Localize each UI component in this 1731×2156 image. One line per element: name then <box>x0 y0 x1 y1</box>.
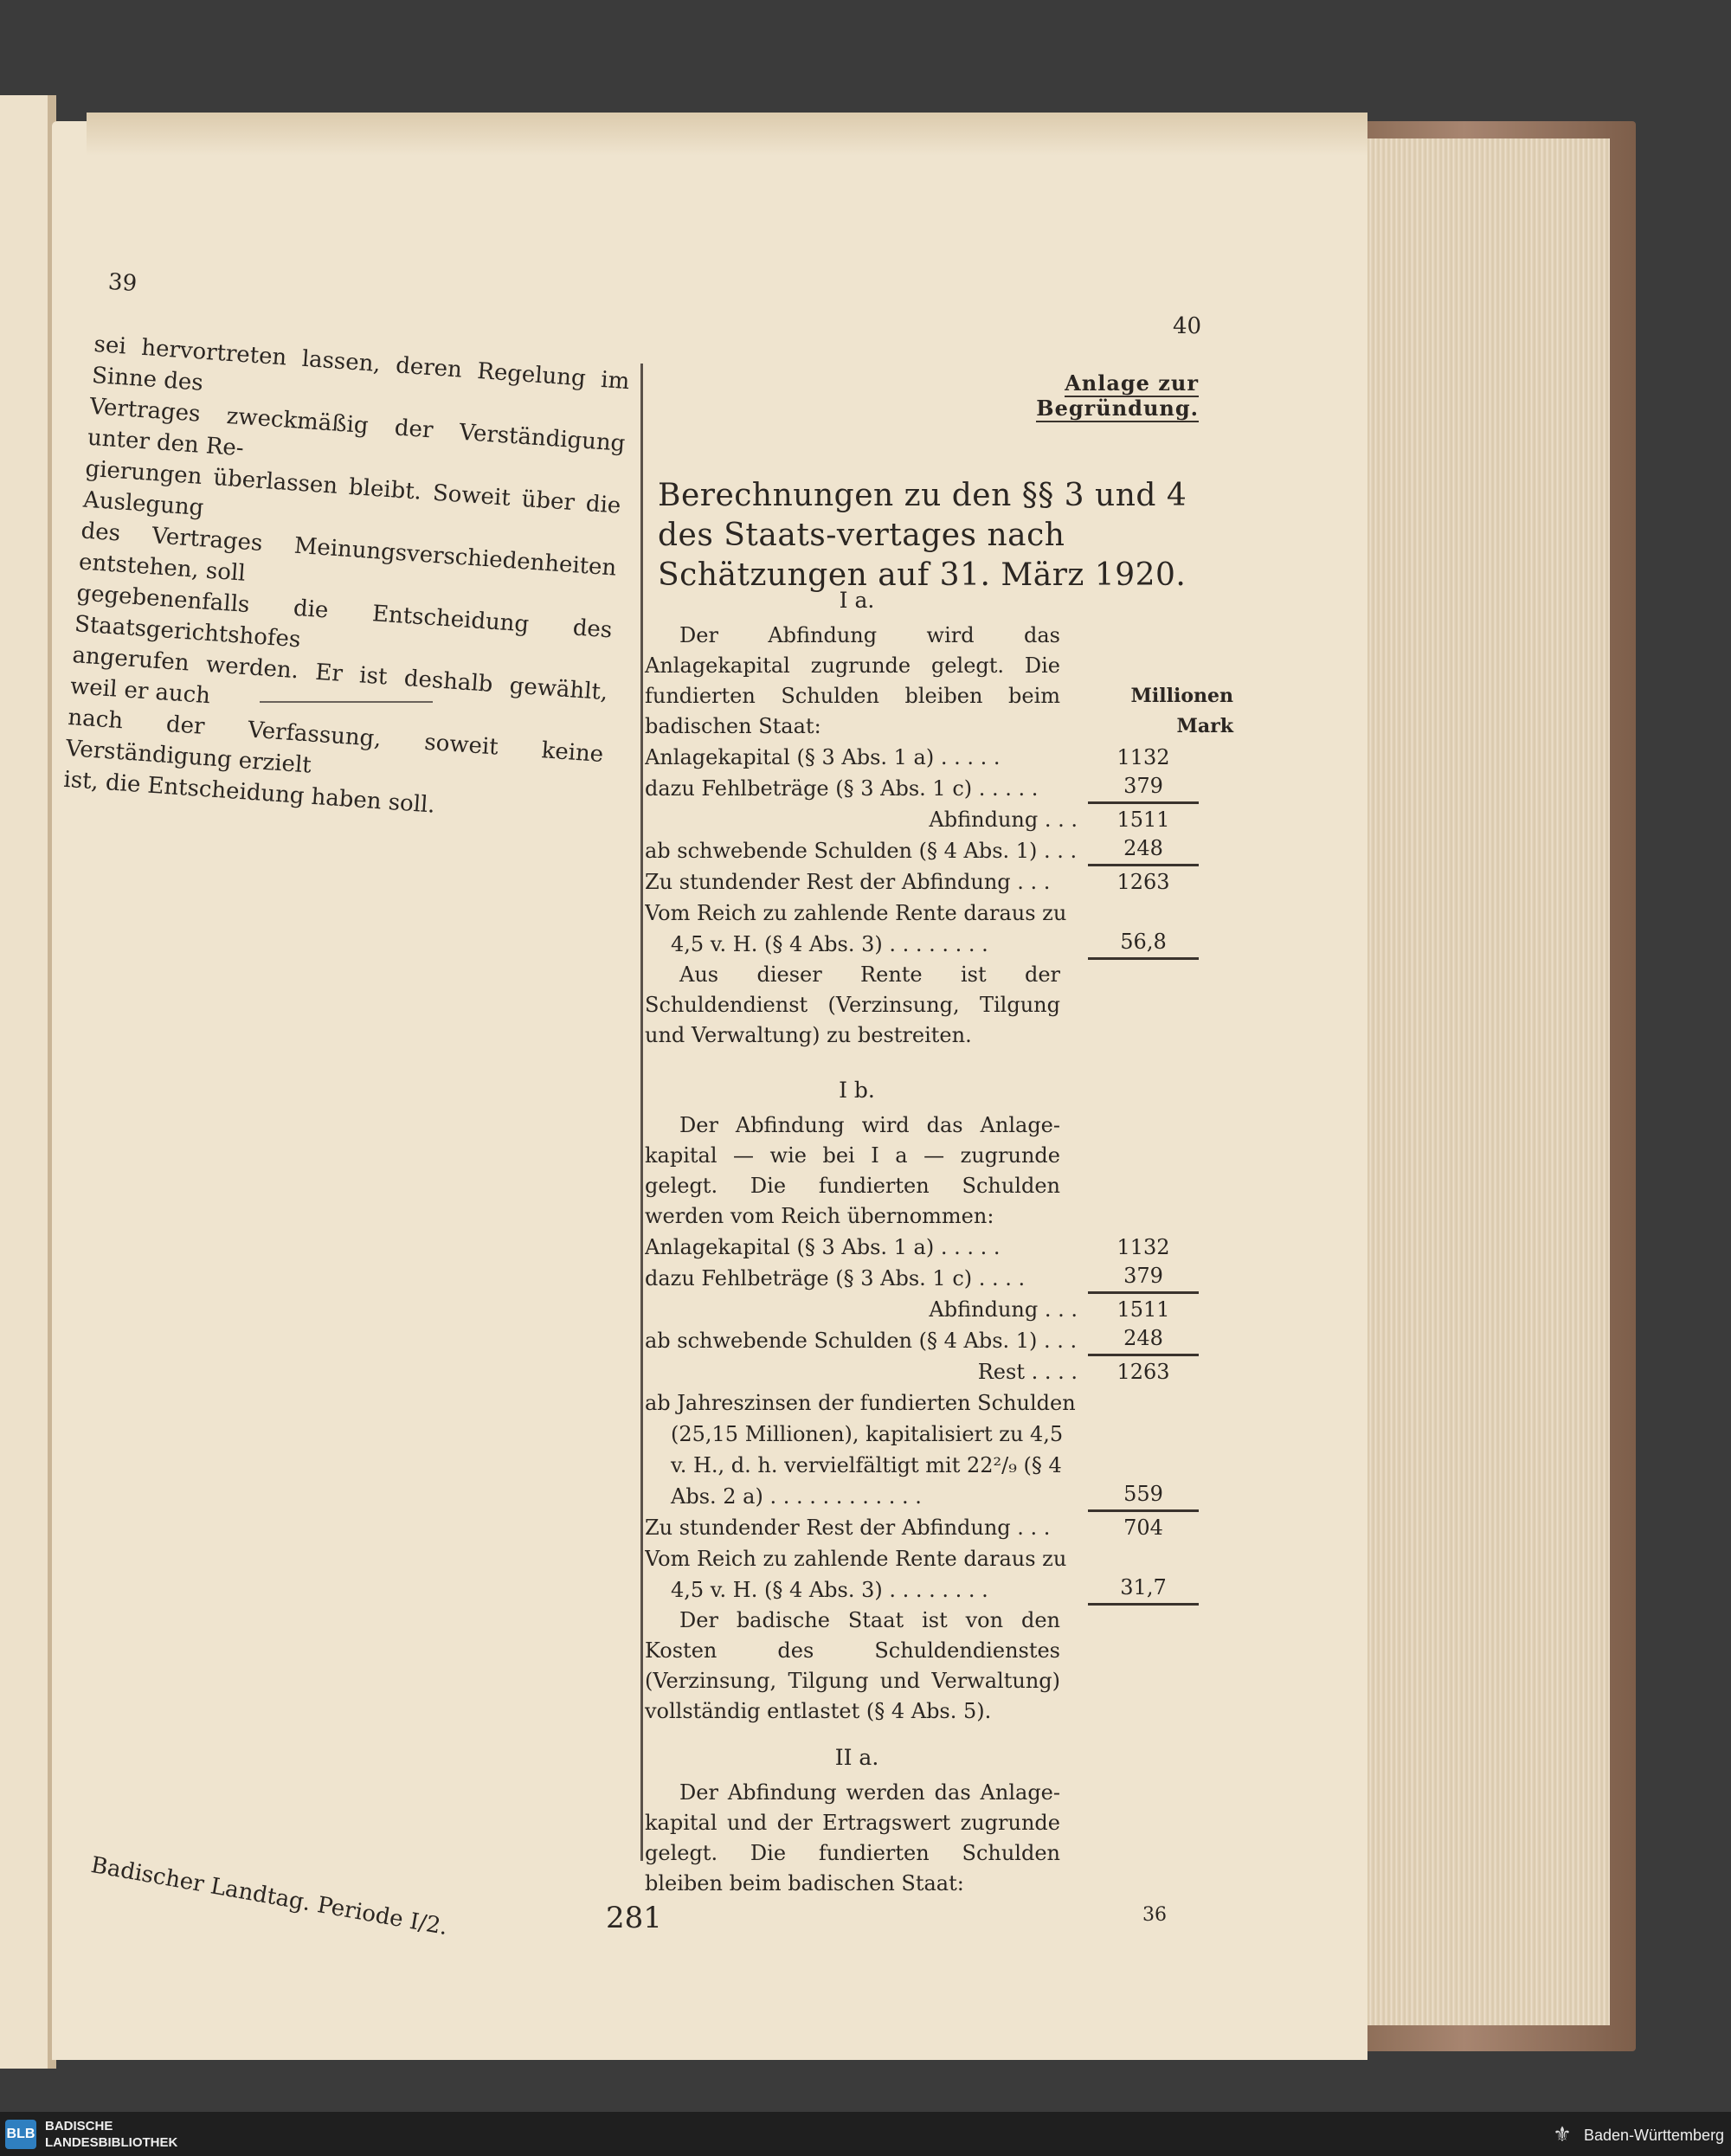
row-value: 1132 <box>1116 1235 1170 1259</box>
footer-left: Badischer Landtag. Periode I/2. <box>88 1852 450 1941</box>
row-value: 1132 <box>1116 745 1170 769</box>
row-label: Anlagekapital (§ 3 Abs. 1 a) . . . . . <box>645 745 1001 769</box>
running-header: Anlage zur Begründung. <box>1036 370 1199 421</box>
row-label: ab schwebende Schulden (§ 4 Abs. 1) . . . <box>645 839 1078 863</box>
row-value: 379 <box>1088 771 1199 804</box>
unit-label: Millionen Mark <box>1130 685 1233 737</box>
table-row <box>645 898 1199 929</box>
blb-line: LANDESBIBLIOTHEK <box>45 2135 178 2150</box>
table-row <box>645 1356 1199 1387</box>
row-label: dazu Fehlbeträge (§ 3 Abs. 1 c) . . . . . <box>645 776 1039 801</box>
left-line: Vertrages zweckmäßig der Verständigung unter den Re- <box>87 393 627 462</box>
section-heading: I b. <box>839 1078 875 1103</box>
section-intro: Der Abfindung wird das Anlagekapital zugrunde gelegt. Die fundierten Schulden bleiben beim badischen Staat: <box>645 623 1060 738</box>
table-row <box>645 1450 1199 1481</box>
table-row <box>645 1325 1199 1356</box>
row-label: Abfindung . . . <box>929 1297 1078 1322</box>
row-value: 56,8 <box>1088 927 1199 960</box>
row-value: 1263 <box>1116 1360 1170 1384</box>
footer-signature: 36 <box>1142 1904 1167 1926</box>
row-label: Vom Reich zu zahlende Rente daraus zu <box>645 1547 1067 1571</box>
section-heading: II a. <box>834 1745 879 1770</box>
section-intro: Der Abfindung wird das Anlage-kapital — wie bei I a — zugrunde gelegt. Die fundierten Schulden werden vom Reich übernommen: <box>645 1113 1060 1228</box>
left-line: angerufen werden. Er ist deshalb gewählt, weil er auch <box>69 642 609 710</box>
row-label: dazu Fehlbeträge (§ 3 Abs. 1 c) . . . . <box>645 1266 1026 1290</box>
table-row <box>645 1512 1199 1543</box>
row-value: 248 <box>1088 833 1199 866</box>
calculation-column <box>645 580 1233 1899</box>
table-row <box>645 835 1199 866</box>
table-row <box>645 1232 1199 1263</box>
left-column-text <box>62 329 630 833</box>
row-value: 1511 <box>1116 1297 1170 1322</box>
page-top-edge <box>87 113 1367 156</box>
page-edges <box>1350 138 1610 2025</box>
row-label: (25,15 Millionen), kapitalisiert zu 4,5 <box>671 1422 1064 1446</box>
folio-right: 40 <box>1173 313 1202 339</box>
table-row <box>645 1387 1199 1419</box>
section-heading: I a. <box>839 588 875 613</box>
table-row <box>645 804 1199 835</box>
row-label: Vom Reich zu zahlende Rente daraus zu <box>645 901 1067 925</box>
section-note: Der badische Staat ist von den Kosten des Schuldendienstes (Verzinsung, Tilgung und Verwaltung) vollständig entlastet (§ 4 Abs. 5). <box>645 1608 1060 1723</box>
row-label: Zu stundender Rest der Abfindung . . . <box>645 1516 1051 1540</box>
footer-page-number: 281 <box>606 1901 662 1935</box>
table-row <box>645 1481 1199 1512</box>
table-row <box>645 1543 1199 1574</box>
row-value: 704 <box>1123 1516 1163 1540</box>
row-value: 379 <box>1088 1261 1199 1294</box>
row-label: Rest . . . . <box>977 1360 1078 1384</box>
left-line: gegebenenfalls die Entscheidung des Staatsgerichtshofes <box>74 580 614 653</box>
bw-logo-text: Baden-Württemberg <box>1584 2127 1725 2144</box>
table-row <box>645 773 1199 804</box>
section-intro: Der Abfindung werden das Anlage-kapital und der Ertragswert zugrunde gelegt. Die fundierten Schulden bleiben beim badischen Staat: <box>645 1780 1060 1895</box>
column-divider <box>640 364 643 1861</box>
row-label: v. H., d. h. vervielfältigt mit 22²/₉ (§ 4 <box>671 1453 1062 1477</box>
row-value: 1263 <box>1116 870 1170 894</box>
row-label: ab schwebende Schulden (§ 4 Abs. 1) . . . <box>645 1329 1078 1353</box>
table-row <box>645 1263 1199 1294</box>
blb-logo-text <box>45 2118 177 2151</box>
row-value: 559 <box>1088 1479 1199 1512</box>
section-note: Aus dieser Rente ist der Schuldendienst (Verzinsung, Tilgung und Verwaltung) zu bestreiten. <box>645 962 1060 1047</box>
left-line: nach der Verfassung, soweit keine Verständigung erzielt <box>65 704 605 779</box>
row-label: 4,5 v. H. (§ 4 Abs. 3) . . . . . . . . <box>671 1578 988 1602</box>
table-row <box>645 1294 1199 1325</box>
row-value: 31,7 <box>1088 1573 1199 1606</box>
row-label: Zu stundender Rest der Abfindung . . . <box>645 870 1051 894</box>
row-label: Anlagekapital (§ 3 Abs. 1 a) . . . . . <box>645 1235 1001 1259</box>
table-row <box>645 866 1199 898</box>
row-value: 1511 <box>1116 808 1170 832</box>
folio-left: 39 <box>106 268 138 298</box>
footer-logo-bar <box>0 2112 1731 2156</box>
document-title: Berechnungen zu den §§ 3 und 4 des Staats-vertages nach Schätzungen auf 31. März 1920. <box>658 478 1187 593</box>
row-label: ab Jahreszinsen der fundierten Schulden <box>645 1391 1076 1415</box>
table-row <box>645 1574 1199 1606</box>
row-label: Abfindung . . . <box>929 808 1078 832</box>
left-line: des Vertrages Meinungsverschiedenheiten entstehen, soll <box>78 518 618 587</box>
row-label: 4,5 v. H. (§ 4 Abs. 3) . . . . . . . . <box>671 932 988 956</box>
blb-logo-icon: BLB <box>5 2120 36 2149</box>
left-line: gierungen überlassen bleibt. Soweit über die Auslegung <box>82 455 622 522</box>
left-line: ist, die Entscheidung haben soll. <box>62 766 436 819</box>
table-row <box>645 929 1199 960</box>
blb-line: BADISCHE <box>45 2119 113 2133</box>
table-row <box>645 742 1199 773</box>
left-line: sei hervortreten lassen, deren Regelung im Sinne des <box>91 331 631 396</box>
coat-of-arms-icon: ⚜ <box>1553 2122 1572 2146</box>
row-value: 248 <box>1088 1323 1199 1356</box>
previous-page-strip <box>0 95 52 2069</box>
table-row <box>645 1419 1199 1450</box>
row-label: Abs. 2 a) . . . . . . . . . . . . <box>671 1484 922 1509</box>
